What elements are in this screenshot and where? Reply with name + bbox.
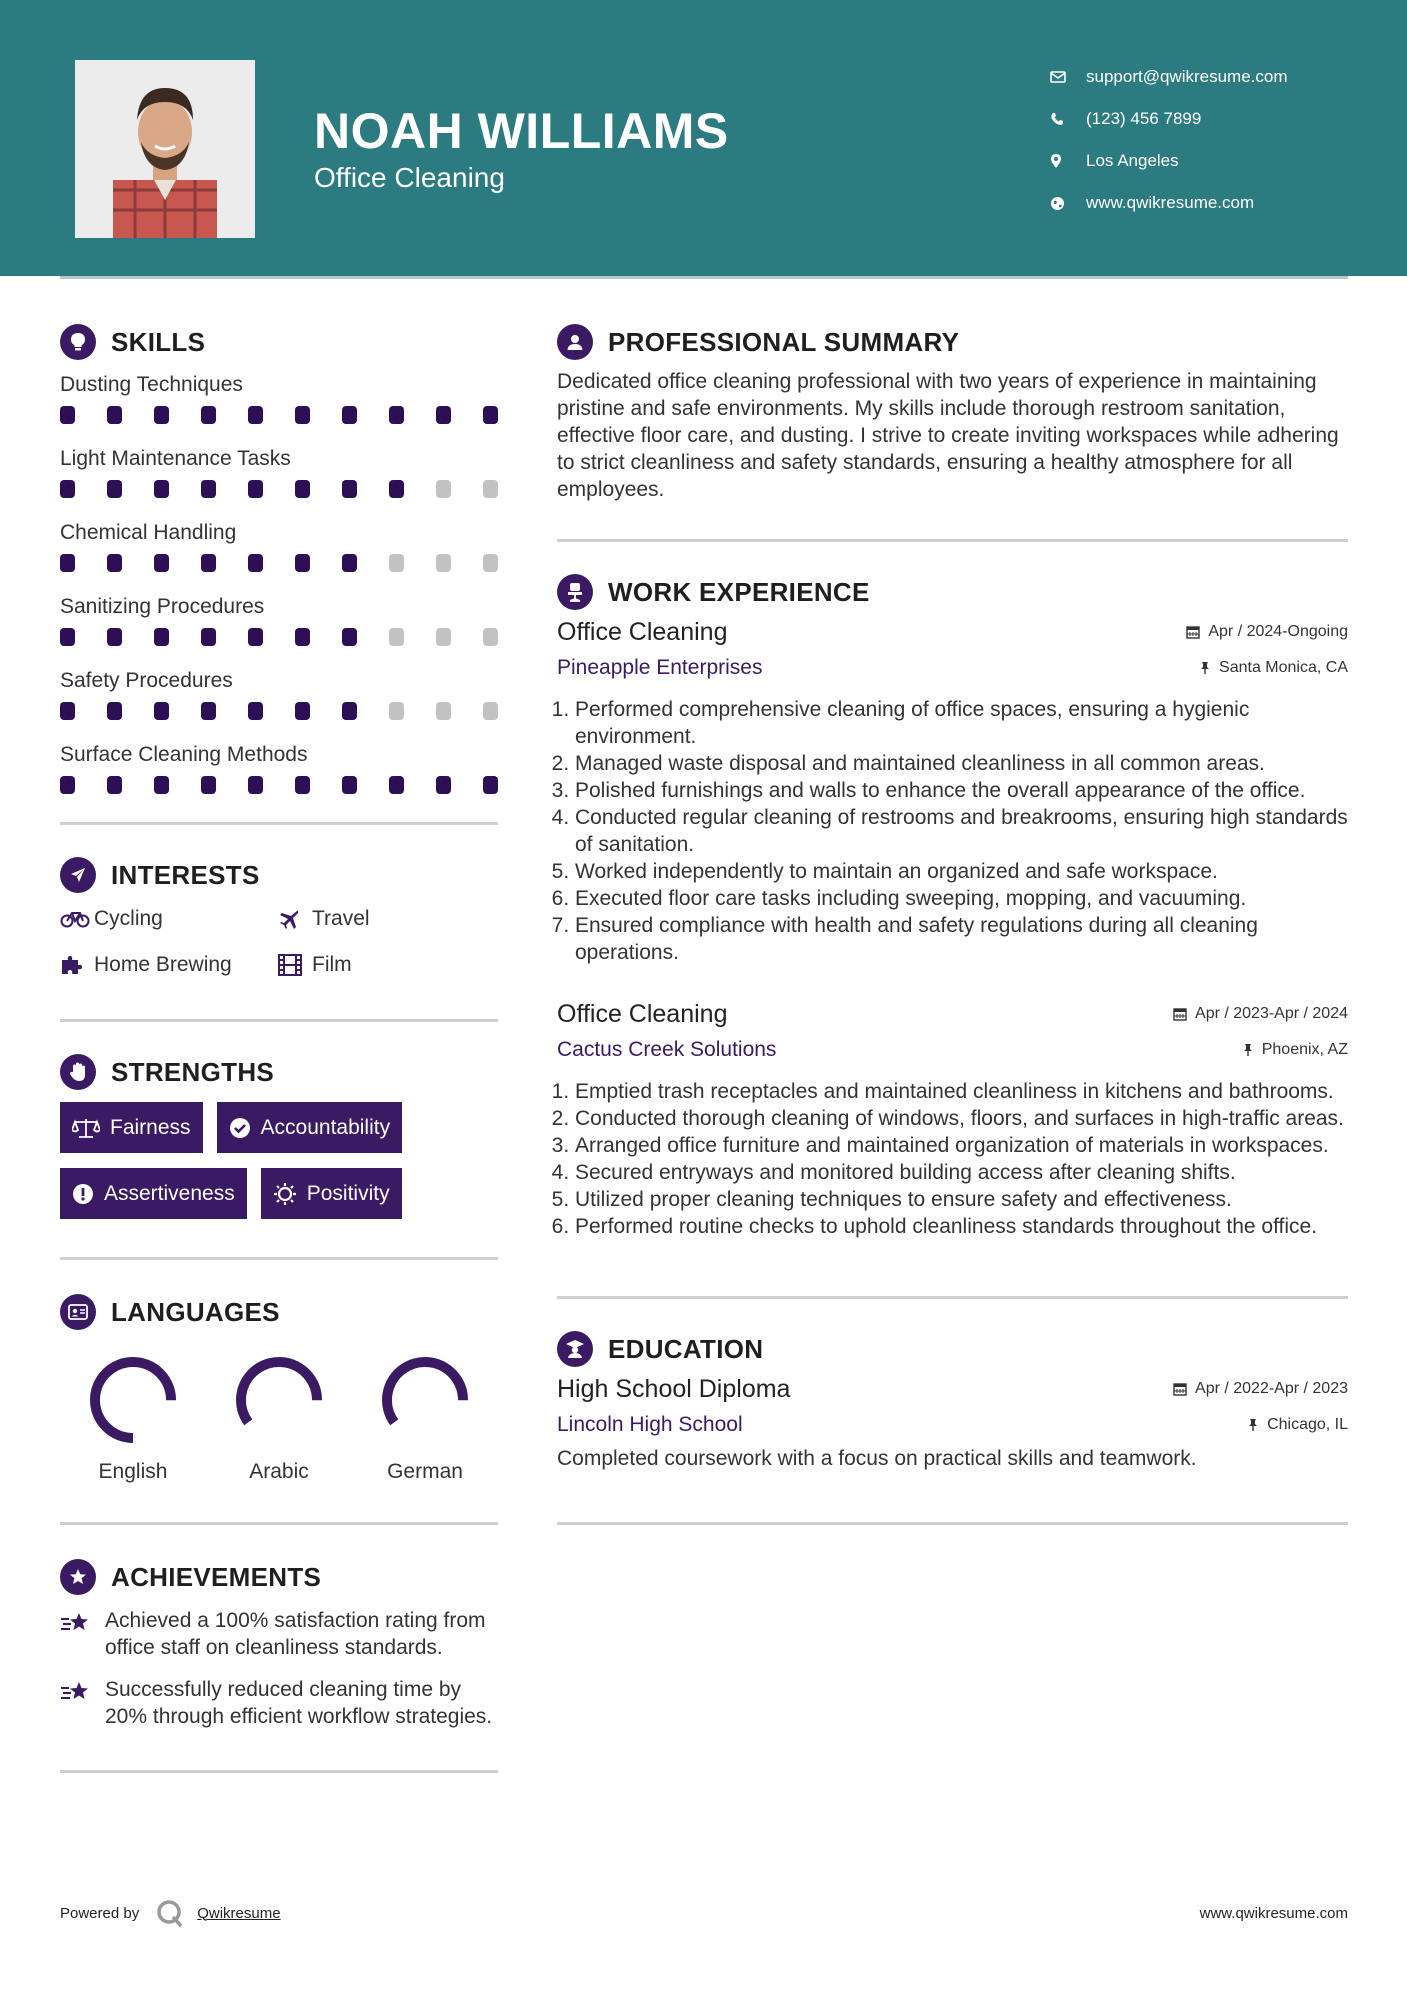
job-title-row bbox=[557, 996, 1348, 1032]
contact-website[interactable] bbox=[1050, 182, 1380, 224]
interest-label: Film bbox=[312, 953, 352, 976]
strengths-title: STRENGTHS bbox=[111, 1056, 275, 1087]
job-location bbox=[1199, 659, 1348, 677]
skill-item bbox=[60, 590, 498, 664]
shooting-star-icon bbox=[60, 1607, 105, 1661]
rating-dot bbox=[436, 480, 451, 498]
check-circle-icon bbox=[229, 1117, 251, 1139]
task-item: 6. Performed routine checks to uphold cleanliness standards throughout the office. bbox=[575, 1213, 1348, 1240]
rating-dot bbox=[248, 702, 263, 720]
summary-title: PROFESSIONAL SUMMARY bbox=[608, 326, 960, 357]
summary-section bbox=[557, 320, 1348, 503]
rating-dot bbox=[107, 406, 122, 424]
strength-label: Assertiveness bbox=[104, 1181, 235, 1205]
section-divider bbox=[557, 539, 1348, 542]
experience-title: WORK EXPERIENCE bbox=[608, 576, 870, 607]
education-location-text: Chicago, IL bbox=[1267, 1416, 1348, 1433]
footer-powered-by bbox=[60, 1898, 281, 1928]
skill-rating bbox=[60, 624, 498, 664]
rating-dot bbox=[201, 776, 216, 794]
languages-section bbox=[60, 1290, 498, 1484]
job-dates-text: Apr / 2024-Ongoing bbox=[1208, 623, 1348, 640]
interests-section bbox=[60, 853, 498, 983]
company-name: Pineapple Enterprises bbox=[557, 656, 763, 679]
job-entry bbox=[557, 614, 1348, 966]
rating-dot bbox=[483, 776, 498, 794]
skills-heading bbox=[60, 320, 498, 364]
education-title-row bbox=[557, 1371, 1348, 1407]
skill-rating bbox=[60, 476, 498, 516]
job-location bbox=[1242, 1041, 1348, 1059]
job-title-row bbox=[557, 614, 1348, 650]
phone-icon bbox=[1050, 112, 1086, 126]
rating-dot bbox=[295, 406, 310, 424]
qwikresume-link[interactable]: Qwikresume bbox=[197, 1904, 281, 1922]
task-item: 7. Ensured compliance with health and safety regulations during all cleaning operations. bbox=[575, 912, 1348, 966]
rating-dot bbox=[154, 554, 169, 572]
contact-location-text: Los Angeles bbox=[1086, 151, 1179, 170]
contact-list bbox=[1050, 56, 1380, 224]
interests-heading bbox=[60, 853, 498, 897]
rating-dot bbox=[295, 702, 310, 720]
language-level-arc bbox=[95, 1362, 171, 1438]
rating-dot bbox=[201, 554, 216, 572]
strength-tag bbox=[60, 1102, 203, 1153]
education-description: Completed coursework with a focus on practical skills and teamwork. bbox=[557, 1447, 1197, 1470]
section-divider bbox=[60, 1522, 498, 1525]
rating-dot bbox=[295, 480, 310, 498]
rating-dot bbox=[436, 406, 451, 424]
rating-dot bbox=[60, 480, 75, 498]
pin-icon bbox=[1242, 1043, 1254, 1057]
rating-dot bbox=[389, 628, 404, 646]
job-location-text: Phoenix, AZ bbox=[1261, 1041, 1348, 1058]
rating-dot bbox=[107, 628, 122, 646]
candidate-role: Office Cleaning bbox=[314, 162, 505, 193]
rating-dot bbox=[483, 702, 498, 720]
language-gauge bbox=[87, 1354, 179, 1446]
rating-dot bbox=[342, 554, 357, 572]
experience-heading bbox=[557, 570, 1348, 614]
strength-tag bbox=[261, 1168, 402, 1219]
rating-dot bbox=[436, 628, 451, 646]
language-level-arc bbox=[233, 1354, 325, 1446]
rating-dot bbox=[342, 776, 357, 794]
job-dates bbox=[1186, 623, 1348, 641]
skill-name: Sanitizing Procedures bbox=[60, 595, 265, 618]
job-sub-row bbox=[557, 650, 1348, 686]
language-level-arc bbox=[379, 1354, 471, 1446]
strength-label: Fairness bbox=[110, 1115, 191, 1139]
skill-item bbox=[60, 664, 498, 738]
pin-icon bbox=[1247, 1418, 1259, 1432]
skill-rating bbox=[60, 550, 498, 590]
star-badge-icon bbox=[60, 1559, 96, 1595]
graduate-icon bbox=[557, 1331, 593, 1367]
interests-list bbox=[60, 901, 498, 983]
profile-photo bbox=[75, 60, 255, 238]
rating-dot bbox=[60, 628, 75, 646]
rating-dot bbox=[60, 776, 75, 794]
strength-tag bbox=[217, 1102, 403, 1153]
interests-title: INTERESTS bbox=[111, 859, 260, 890]
section-divider bbox=[60, 1019, 498, 1022]
skill-rating bbox=[60, 402, 498, 442]
chair-icon bbox=[557, 574, 593, 610]
achievement-text: Successfully reduced cleaning time by 20% through efficient workflow strategies. bbox=[105, 1678, 493, 1728]
rating-dot bbox=[483, 406, 498, 424]
map-pin-icon bbox=[1050, 153, 1086, 169]
plane-icon bbox=[278, 909, 312, 929]
rating-dot bbox=[154, 628, 169, 646]
resume-header bbox=[0, 0, 1407, 276]
rating-dot bbox=[60, 554, 75, 572]
task-list bbox=[557, 1078, 1348, 1240]
header-divider bbox=[60, 276, 1348, 279]
rating-dot bbox=[436, 702, 451, 720]
rating-dot bbox=[201, 406, 216, 424]
job-entry bbox=[557, 996, 1348, 1240]
film-icon bbox=[278, 954, 312, 976]
achievement-item bbox=[60, 1607, 498, 1661]
id-card-icon bbox=[60, 1294, 96, 1330]
rating-dot bbox=[295, 776, 310, 794]
qwikresume-logo-icon bbox=[155, 1898, 185, 1928]
language-gauge bbox=[233, 1354, 325, 1446]
raised-hand-icon bbox=[60, 1054, 96, 1090]
education-section bbox=[557, 1327, 1348, 1472]
task-item: 1. Performed comprehensive cleaning of office spaces, ensuring a hygienic environment. bbox=[575, 696, 1348, 750]
task-item: 5. Worked independently to maintain an organized and safe workspace. bbox=[575, 858, 1348, 885]
rating-dot bbox=[201, 702, 216, 720]
education-location bbox=[1247, 1416, 1348, 1434]
contact-phone-text: (123) 456 7899 bbox=[1086, 109, 1202, 128]
skills-section bbox=[60, 320, 498, 812]
skill-name: Dusting Techniques bbox=[60, 373, 243, 396]
education-title: EDUCATION bbox=[608, 1333, 764, 1364]
language-gauge bbox=[379, 1354, 471, 1446]
powered-by-text: Powered by bbox=[60, 1904, 140, 1922]
language-label: German bbox=[387, 1460, 463, 1483]
skill-name: Light Maintenance Tasks bbox=[60, 447, 291, 470]
skill-name: Surface Cleaning Methods bbox=[60, 743, 308, 766]
rating-dot bbox=[107, 702, 122, 720]
rating-dot bbox=[154, 406, 169, 424]
education-dates bbox=[1173, 1380, 1348, 1398]
rating-dot bbox=[60, 406, 75, 424]
rating-dot bbox=[107, 776, 122, 794]
language-item bbox=[206, 1354, 352, 1484]
section-divider bbox=[60, 1770, 498, 1773]
skills-title: SKILLS bbox=[111, 326, 206, 357]
language-label: English bbox=[98, 1460, 168, 1483]
interest-item bbox=[278, 947, 488, 983]
rating-dot bbox=[389, 480, 404, 498]
calendar-icon bbox=[1173, 1007, 1187, 1021]
calendar-icon bbox=[1186, 625, 1200, 639]
achievements-title: ACHIEVEMENTS bbox=[111, 1561, 322, 1592]
strengths-section bbox=[60, 1050, 498, 1219]
section-divider bbox=[557, 1296, 1348, 1299]
rating-dot bbox=[342, 406, 357, 424]
interest-item bbox=[60, 947, 278, 983]
envelope-icon bbox=[1050, 71, 1086, 83]
education-sub-row bbox=[557, 1407, 1348, 1443]
degree-title: High School Diploma bbox=[557, 1374, 791, 1403]
skill-rating bbox=[60, 772, 498, 812]
school-name: Lincoln High School bbox=[557, 1413, 743, 1436]
rating-dot bbox=[201, 480, 216, 498]
footer-website[interactable]: www.qwikresume.com bbox=[1199, 1905, 1348, 1922]
section-divider bbox=[557, 1522, 1348, 1525]
language-item bbox=[352, 1354, 498, 1484]
section-divider bbox=[60, 822, 498, 825]
paper-plane-icon bbox=[60, 857, 96, 893]
calendar-icon bbox=[1173, 1382, 1187, 1396]
rating-dot bbox=[201, 628, 216, 646]
rating-dot bbox=[107, 480, 122, 498]
task-item: 5. Utilized proper cleaning techniques to ensure safety and effectiveness. bbox=[575, 1186, 1348, 1213]
user-icon bbox=[557, 324, 593, 360]
rating-dot bbox=[483, 480, 498, 498]
strengths-list bbox=[60, 1102, 498, 1219]
scale-icon bbox=[72, 1117, 100, 1139]
right-column bbox=[557, 320, 1348, 1525]
strength-label: Positivity bbox=[306, 1181, 390, 1205]
lightbulb-icon bbox=[60, 324, 96, 360]
strength-tag bbox=[60, 1168, 247, 1219]
task-item: 1. Emptied trash receptacles and maintained cleanliness in kitchens and bathrooms. bbox=[575, 1078, 1348, 1105]
rating-dot bbox=[389, 702, 404, 720]
task-item: 4. Secured entryways and monitored building access after cleaning shifts. bbox=[575, 1159, 1348, 1186]
rating-dot bbox=[248, 628, 263, 646]
rating-dot bbox=[436, 554, 451, 572]
strength-label: Accountability bbox=[260, 1115, 391, 1139]
language-label: Arabic bbox=[249, 1460, 309, 1483]
exclamation-circle-icon bbox=[72, 1183, 94, 1205]
experience-section bbox=[557, 570, 1348, 1240]
interest-label: Travel bbox=[312, 907, 370, 930]
puzzle-icon bbox=[60, 954, 94, 976]
job-dates bbox=[1173, 1005, 1348, 1023]
rating-dot bbox=[295, 628, 310, 646]
contact-email[interactable] bbox=[1050, 56, 1380, 98]
achievement-item bbox=[60, 1676, 498, 1730]
company-name: Cactus Creek Solutions bbox=[557, 1038, 777, 1061]
bicycle-icon bbox=[60, 910, 94, 928]
contact-location bbox=[1050, 140, 1380, 182]
task-list bbox=[557, 696, 1348, 966]
contact-website-text: www.qwikresume.com bbox=[1086, 193, 1255, 212]
interest-item bbox=[60, 901, 278, 937]
rating-dot bbox=[248, 554, 263, 572]
contact-phone[interactable] bbox=[1050, 98, 1380, 140]
achievements-heading bbox=[60, 1555, 498, 1599]
interest-item bbox=[278, 901, 488, 937]
rating-dot bbox=[389, 776, 404, 794]
rating-dot bbox=[60, 702, 75, 720]
task-item: 4. Conducted regular cleaning of restrooms and breakrooms, ensuring high standards of sanitation. bbox=[575, 804, 1348, 858]
languages-list bbox=[60, 1354, 498, 1484]
achievements-section bbox=[60, 1555, 498, 1730]
left-column bbox=[60, 320, 498, 1773]
contact-email-text: support@qwikresume.com bbox=[1086, 67, 1288, 86]
summary-text: Dedicated office cleaning professional with two years of experience in maintaining pristine and safe environments. My skills include thorough restroom sanitation, effective floor care, and dusting. I strive to create inviting workspaces while adhering to strict cleanliness and safety standards, ensuring a healthy atmosphere for all employees. bbox=[557, 370, 1339, 501]
job-sub-row bbox=[557, 1032, 1348, 1068]
strengths-heading bbox=[60, 1050, 498, 1094]
languages-heading bbox=[60, 1290, 498, 1334]
rating-dot bbox=[483, 628, 498, 646]
rating-dot bbox=[154, 776, 169, 794]
rating-dot bbox=[436, 776, 451, 794]
languages-title: LANGUAGES bbox=[111, 1296, 280, 1327]
language-item bbox=[60, 1354, 206, 1484]
globe-icon bbox=[1050, 196, 1086, 211]
task-item: 6. Executed floor care tasks including sweeping, mopping, and vacuuming. bbox=[575, 885, 1348, 912]
achievement-text: Achieved a 100% satisfaction rating from office staff on cleanliness standards. bbox=[105, 1609, 486, 1659]
skills-list bbox=[60, 368, 498, 812]
rating-dot bbox=[342, 480, 357, 498]
rating-dot bbox=[342, 702, 357, 720]
education-heading bbox=[557, 1327, 1348, 1371]
skill-item bbox=[60, 368, 498, 442]
sun-icon bbox=[273, 1182, 297, 1206]
jobs-list bbox=[557, 614, 1348, 1240]
job-dates-text: Apr / 2023-Apr / 2024 bbox=[1195, 1005, 1348, 1022]
rating-dot bbox=[342, 628, 357, 646]
interest-label: Home Brewing bbox=[94, 953, 232, 976]
rating-dot bbox=[154, 480, 169, 498]
rating-dot bbox=[295, 554, 310, 572]
skill-name: Chemical Handling bbox=[60, 521, 237, 544]
rating-dot bbox=[483, 554, 498, 572]
rating-dot bbox=[389, 554, 404, 572]
skill-rating bbox=[60, 698, 498, 738]
skill-item bbox=[60, 516, 498, 590]
rating-dot bbox=[389, 406, 404, 424]
skill-name: Safety Procedures bbox=[60, 669, 233, 692]
task-item: 2. Conducted thorough cleaning of windows, floors, and surfaces in high-traffic areas. bbox=[575, 1105, 1348, 1132]
skill-item bbox=[60, 738, 498, 812]
summary-heading bbox=[557, 320, 1348, 364]
candidate-name: NOAH WILLIAMS bbox=[314, 103, 729, 159]
task-item: 3. Arranged office furniture and maintained organization of materials in workspaces. bbox=[575, 1132, 1348, 1159]
education-dates-text: Apr / 2022-Apr / 2023 bbox=[1195, 1380, 1348, 1397]
rating-dot bbox=[248, 480, 263, 498]
job-title: Office Cleaning bbox=[557, 617, 728, 646]
shooting-star-icon bbox=[60, 1676, 105, 1730]
rating-dot bbox=[248, 776, 263, 794]
pin-icon bbox=[1199, 661, 1211, 675]
section-divider bbox=[60, 1257, 498, 1260]
rating-dot bbox=[248, 406, 263, 424]
rating-dot bbox=[107, 554, 122, 572]
task-item: 2. Managed waste disposal and maintained cleanliness in all common areas. bbox=[575, 750, 1348, 777]
task-item: 3. Polished furnishings and walls to enhance the overall appearance of the office. bbox=[575, 777, 1348, 804]
skill-item bbox=[60, 442, 498, 516]
rating-dot bbox=[154, 702, 169, 720]
job-location-text: Santa Monica, CA bbox=[1219, 659, 1348, 676]
interest-label: Cycling bbox=[94, 907, 163, 930]
job-title: Office Cleaning bbox=[557, 999, 728, 1028]
